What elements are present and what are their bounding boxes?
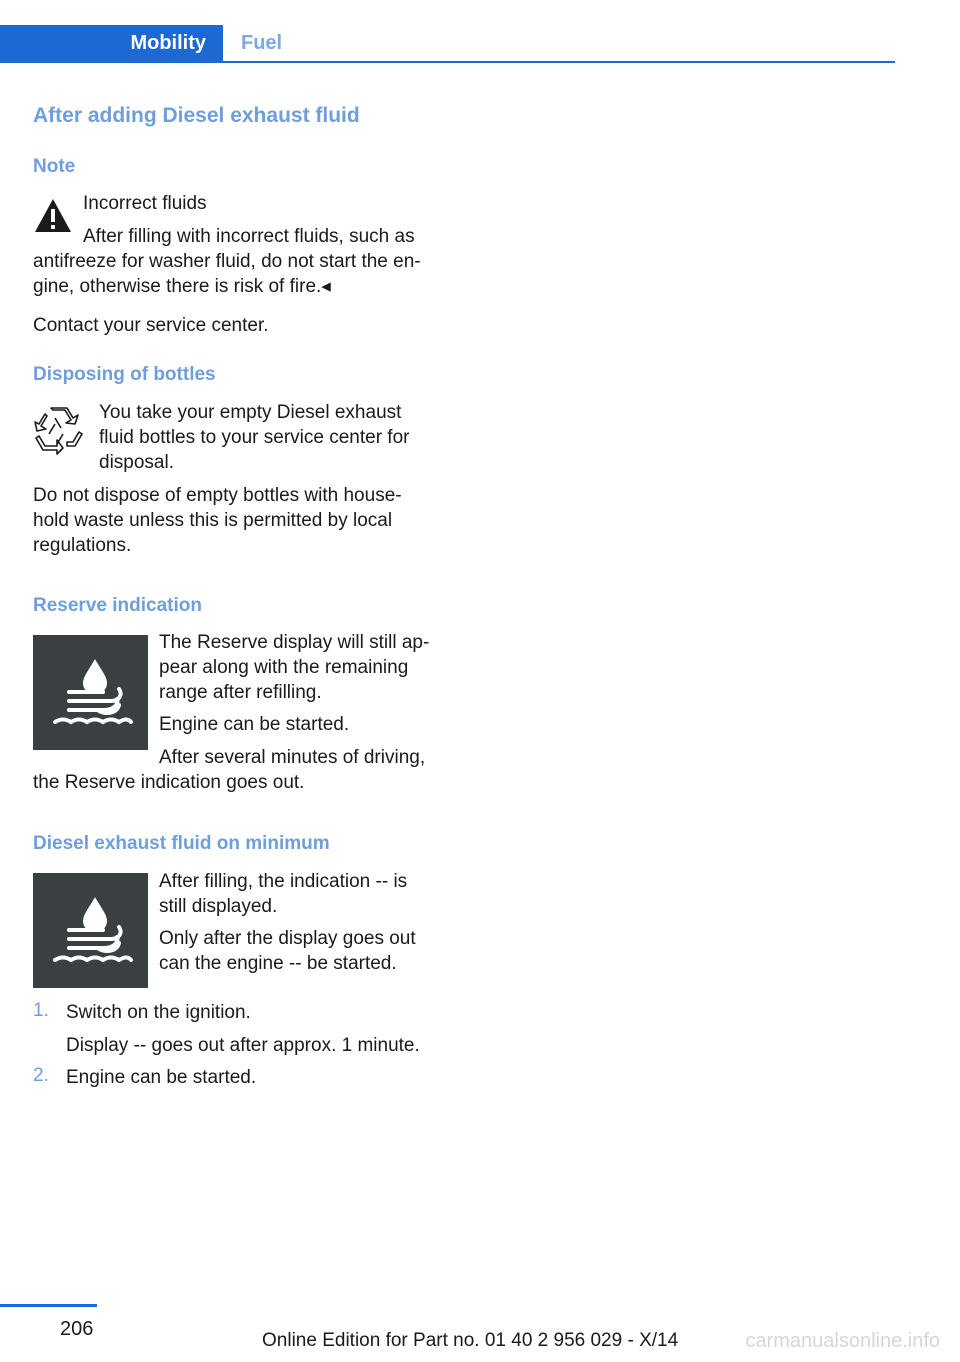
note-text-line: antifreeze for washer fluid, do not start the en- — [33, 251, 421, 272]
watermark: carmanualsonline.info — [745, 1330, 940, 1352]
tab-fuel[interactable]: Fuel — [241, 32, 283, 54]
reserve-text-line: pear along with the remaining — [159, 657, 409, 678]
minimum-heading: Diesel exhaust fluid on minimum — [33, 833, 330, 854]
note-heading: Note — [33, 156, 76, 177]
reserve-text-line: After several minutes of driving, — [159, 747, 426, 768]
minimum-text-line: After filling, the indication -- is — [159, 871, 408, 892]
recycle-icon — [33, 404, 85, 456]
disposing-text-line: fluid bottles to your service center for — [99, 427, 410, 448]
reserve-text-line: range after refilling. — [159, 682, 322, 703]
list-item-number: 2. — [33, 1065, 49, 1086]
disposing-text-line: Do not dispose of empty bottles with house- — [33, 485, 402, 506]
disposing-text-line: You take your empty Diesel exhaust — [99, 402, 402, 423]
chapter-tab-bar — [0, 25, 895, 63]
reserve-text-line: the Reserve indication goes out. — [33, 772, 305, 793]
def-fluid-icon — [33, 873, 148, 988]
minimum-display-image — [33, 873, 148, 988]
footer-rule — [0, 1304, 97, 1307]
note-text-line: After filling with incorrect fluids, such as — [83, 226, 415, 247]
section-title: After adding Diesel exhaust fluid — [33, 104, 360, 127]
tab-mobility-label: Mobility — [130, 32, 206, 54]
minimum-text-line: still displayed. — [159, 896, 278, 917]
reserve-heading: Reserve indication — [33, 595, 202, 616]
note-title: Incorrect fluids — [83, 193, 207, 214]
contact-text: Contact your service center. — [33, 315, 269, 336]
minimum-text-line: can the engine -- be started. — [159, 953, 397, 974]
disposing-text-line: regulations. — [33, 535, 132, 556]
minimum-text-line: Only after the display goes out — [159, 928, 416, 949]
reserve-display-image — [33, 635, 148, 750]
reserve-text-line: The Reserve display will still ap- — [159, 632, 430, 653]
list-item-text: Engine can be started. — [66, 1067, 257, 1088]
tab-mobility[interactable] — [0, 25, 223, 61]
disposing-text-line: hold waste unless this is permitted by local — [33, 510, 393, 531]
note-text-line: gine, otherwise there is risk of fire.◂ — [33, 276, 331, 297]
page-number: 206 — [60, 1318, 94, 1340]
def-fluid-icon — [33, 635, 148, 750]
list-item-text: Switch on the ignition. — [66, 1002, 251, 1023]
disposing-text-line: disposal. — [99, 452, 174, 473]
list-item-number: 1. — [33, 1000, 49, 1021]
reserve-text-line: Engine can be started. — [159, 714, 350, 735]
list-item-subtext: Display -- goes out after approx. 1 minute. — [66, 1035, 420, 1056]
edition-text: Online Edition for Part no. 01 40 2 956 029 - X/14 — [262, 1330, 679, 1351]
warning-triangle-icon — [33, 196, 73, 236]
disposing-heading: Disposing of bottles — [33, 364, 216, 385]
